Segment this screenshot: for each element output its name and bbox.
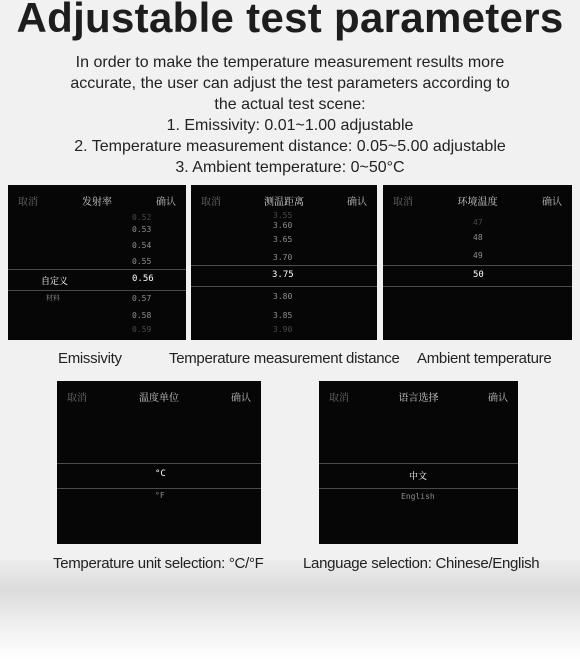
ambient-caption: Ambient temperature [417,350,552,367]
value-item[interactable]: 48 [473,233,483,242]
emissivity-screen [8,185,186,340]
language-option-chinese[interactable]: 中文 [409,472,428,482]
unit-screen [57,381,261,544]
value-item[interactable]: 3.65 [273,235,293,244]
value-item[interactable]: 0.55 [132,257,152,266]
unit-option-celsius[interactable]: °C [155,469,166,479]
cancel-button[interactable]: 取消 [393,197,413,208]
value-item[interactable]: 3.90 [273,325,293,334]
bottom-fade [0,560,580,660]
value-item[interactable]: 0.59 [132,325,152,334]
selection-band [8,269,186,291]
intro-line: accurate, the user can adjust the test parameters according to [70,75,510,92]
intro-line: 2. Temperature measurement distance: 0.05~5.00 adjustable [74,138,506,155]
unit-option-fahrenheit[interactable]: °F [155,491,165,500]
confirm-button[interactable]: 确认 [231,393,251,404]
cancel-button[interactable]: 取消 [201,197,221,208]
cancel-button[interactable]: 取消 [329,393,349,404]
value-item[interactable]: 0.53 [132,225,152,234]
confirm-button[interactable]: 确认 [542,197,562,208]
screen-header [191,185,377,211]
cancel-button[interactable]: 取消 [67,393,87,404]
screen-header [383,185,572,211]
screen-title: 语言选择 [398,393,439,404]
screen-header [8,185,186,211]
intro-line: 3. Ambient temperature: 0~50°C [175,159,405,176]
screen-header [57,381,261,407]
value-item[interactable]: 0.54 [132,241,152,250]
value-item[interactable]: 3.70 [273,253,293,262]
intro-text [0,52,580,178]
screen-title: 环境温度 [457,197,498,208]
value-item[interactable]: 3.85 [273,311,293,320]
value-item[interactable]: 0.57 [132,294,152,303]
unit-caption: Temperature unit selection: °C/°F [53,555,264,572]
intro-line: In order to make the temperature measurement results more [75,54,505,71]
screen-title: 测温距离 [264,197,304,208]
language-option-english[interactable]: English [401,492,435,501]
distance-screen [191,185,377,340]
ambient-screen [383,185,572,340]
emissivity-caption: Emissivity [58,350,122,367]
distance-caption: Temperature measurement distance [169,350,400,367]
value-item[interactable]: 3.80 [273,292,293,301]
value-item[interactable]: 0.52 [132,213,152,222]
selected-value[interactable]: 0.56 [132,274,154,284]
selected-value[interactable]: 50 [473,270,484,280]
material-label[interactable]: 材料 [46,294,60,302]
value-item[interactable]: 3.60 [273,221,293,230]
value-item[interactable]: 0.58 [132,311,152,320]
selected-label: 自定义 [41,277,69,287]
page-title: Adjustable test parameters [16,0,564,41]
language-screen [319,381,518,544]
language-caption: Language selection: Chinese/English [303,555,540,572]
value-item[interactable]: 3.55 [273,211,293,220]
confirm-button[interactable]: 确认 [488,393,508,404]
value-item[interactable]: 47 [473,218,483,227]
value-item[interactable]: 49 [473,251,483,260]
confirm-button[interactable]: 确认 [156,197,176,208]
cancel-button[interactable]: 取消 [18,197,38,208]
intro-line: 1. Emissivity: 0.01~1.00 adjustable [166,117,414,134]
screen-header [319,381,518,407]
screen-title: 温度单位 [139,393,179,404]
intro-line: the actual test scene: [214,96,366,113]
screen-title: 发射率 [82,197,112,208]
selected-value[interactable]: 3.75 [272,270,294,280]
confirm-button[interactable]: 确认 [347,197,367,208]
